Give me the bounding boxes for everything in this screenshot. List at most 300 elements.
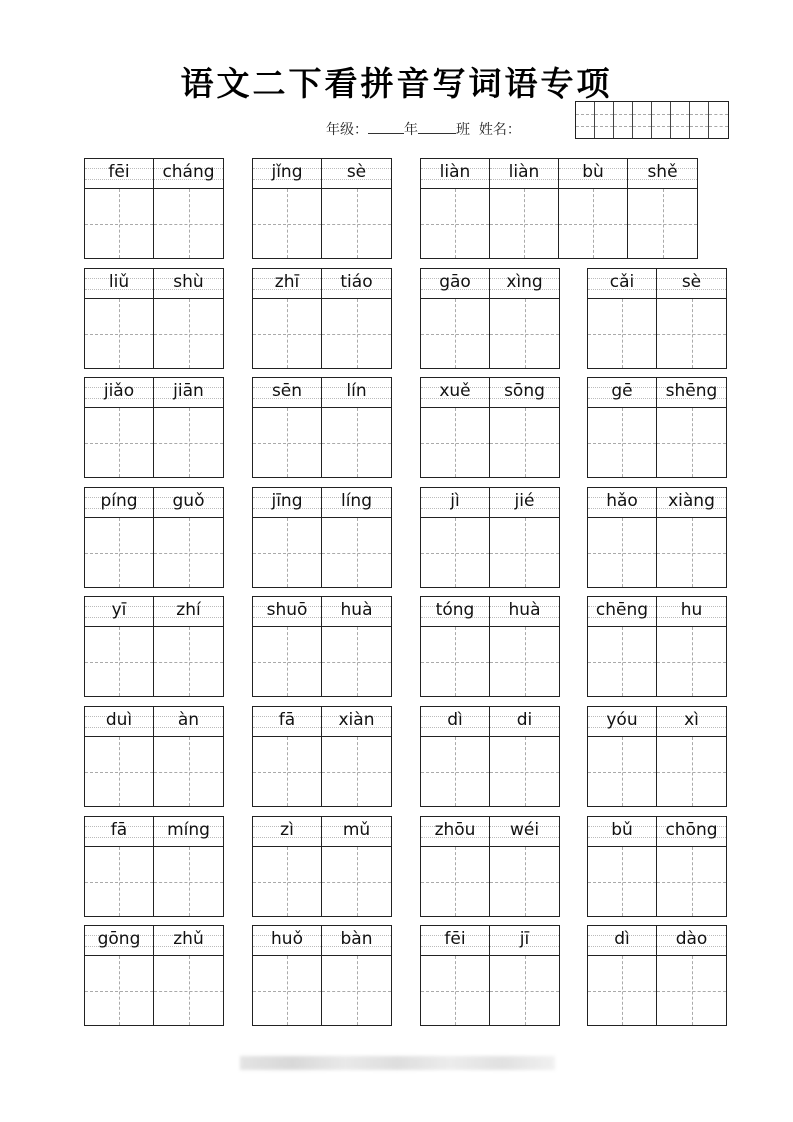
character-cell — [490, 378, 559, 477]
pinyin-label — [322, 488, 391, 518]
pinyin-label — [559, 159, 627, 189]
tianzige-writing-grid[interactable] — [154, 956, 223, 1025]
tianzige-writing-grid[interactable] — [657, 627, 726, 696]
pinyin-label — [588, 378, 656, 408]
pinyin-label — [657, 707, 726, 737]
word-box — [84, 925, 224, 1026]
word-box — [420, 377, 560, 478]
pinyin-label — [421, 269, 489, 299]
character-cell — [421, 926, 490, 1025]
pinyin-label — [490, 159, 558, 189]
pinyin-text: xuě — [439, 381, 471, 401]
word-box — [84, 268, 224, 369]
pinyin-label — [322, 597, 391, 627]
pinyin-text: jiān — [173, 381, 204, 401]
tianzige-writing-grid[interactable] — [253, 847, 321, 916]
character-cell — [628, 159, 697, 258]
word-box — [252, 158, 392, 259]
word-box — [252, 816, 392, 917]
pinyin-label — [154, 926, 223, 956]
character-cell — [85, 269, 154, 368]
pinyin-text: di — [516, 710, 533, 730]
pinyin-label — [490, 597, 559, 627]
character-cell — [588, 707, 657, 806]
pinyin-label — [154, 707, 223, 737]
pinyin-label — [657, 269, 726, 299]
character-cell — [490, 159, 559, 258]
tianzige-writing-grid[interactable] — [322, 847, 391, 916]
pinyin-text: jīng — [271, 491, 303, 511]
pinyin-label — [588, 817, 656, 847]
tianzige-writing-grid[interactable] — [85, 737, 153, 806]
pinyin-text: yī — [111, 600, 127, 620]
pinyin-label — [322, 926, 391, 956]
tianzige-writing-grid[interactable] — [154, 189, 223, 258]
tianzige-writing-grid[interactable] — [588, 299, 656, 368]
character-cell — [85, 707, 154, 806]
pinyin-label — [588, 597, 656, 627]
pinyin-text: sēn — [271, 381, 303, 401]
character-cell — [85, 488, 154, 587]
pinyin-text: liàn — [508, 162, 540, 182]
pinyin-text: bǔ — [611, 820, 633, 840]
tianzige-writing-grid[interactable] — [253, 737, 321, 806]
tianzige-writing-grid[interactable] — [588, 956, 656, 1025]
word-box — [587, 268, 727, 369]
pinyin-label — [154, 817, 223, 847]
character-cell — [154, 597, 223, 696]
pinyin-text: jié — [514, 491, 535, 511]
tianzige-writing-grid[interactable] — [421, 518, 489, 587]
pinyin-label — [588, 926, 656, 956]
pinyin-label — [85, 926, 153, 956]
pinyin-label — [322, 269, 391, 299]
pinyin-text: shě — [647, 162, 678, 182]
name-box[interactable] — [595, 102, 614, 138]
pinyin-label — [253, 926, 321, 956]
worksheet-title: 语文二下看拼音写词语专项 — [180, 64, 613, 103]
character-cell — [253, 378, 322, 477]
pinyin-label — [85, 269, 153, 299]
tianzige-writing-grid[interactable] — [490, 299, 559, 368]
tianzige-writing-grid[interactable] — [490, 847, 559, 916]
character-cell — [85, 159, 154, 258]
pinyin-label — [421, 817, 489, 847]
word-box — [252, 487, 392, 588]
character-cell — [657, 378, 726, 477]
pinyin-text: xì — [684, 710, 699, 730]
character-cell — [253, 269, 322, 368]
character-cell — [322, 707, 391, 806]
pinyin-label — [322, 707, 391, 737]
pinyin-label — [253, 817, 321, 847]
pinyin-text: jī — [519, 929, 530, 949]
pinyin-text: guǒ — [172, 491, 205, 511]
character-cell — [253, 159, 322, 258]
pinyin-label — [588, 707, 656, 737]
character-cell — [154, 378, 223, 477]
tianzige-writing-grid[interactable] — [421, 627, 489, 696]
pinyin-text: gōng — [97, 929, 141, 949]
tianzige-writing-grid[interactable] — [628, 189, 697, 258]
tianzige-writing-grid[interactable] — [253, 189, 321, 258]
pinyin-text: zhǔ — [173, 929, 204, 949]
tianzige-writing-grid[interactable] — [657, 737, 726, 806]
character-cell — [588, 488, 657, 587]
pinyin-text: gāo — [439, 272, 471, 292]
name-label: 姓名： — [478, 122, 521, 138]
word-box — [84, 158, 224, 259]
character-cell — [490, 817, 559, 916]
tianzige-writing-grid[interactable] — [85, 299, 153, 368]
pinyin-label — [154, 269, 223, 299]
tianzige-writing-grid[interactable] — [85, 847, 153, 916]
pinyin-label — [253, 269, 321, 299]
tianzige-writing-grid[interactable] — [421, 737, 489, 806]
character-cell — [322, 597, 391, 696]
pinyin-text: àn — [177, 710, 200, 730]
tianzige-writing-grid[interactable] — [85, 518, 153, 587]
tianzige-writing-grid[interactable] — [559, 189, 627, 258]
character-cell — [657, 269, 726, 368]
word-box — [420, 816, 560, 917]
pinyin-label — [490, 488, 559, 518]
word-box — [84, 816, 224, 917]
tianzige-writing-grid[interactable] — [322, 189, 391, 258]
pinyin-label — [490, 817, 559, 847]
pinyin-label — [588, 488, 656, 518]
tianzige-writing-grid[interactable] — [154, 408, 223, 477]
tianzige-writing-grid[interactable] — [154, 627, 223, 696]
tianzige-writing-grid[interactable] — [490, 627, 559, 696]
tianzige-writing-grid[interactable] — [490, 518, 559, 587]
grade-blank[interactable] — [368, 121, 404, 134]
pinyin-label — [154, 488, 223, 518]
pinyin-text: duì — [105, 710, 133, 730]
pinyin-label — [85, 378, 153, 408]
tianzige-writing-grid[interactable] — [588, 847, 656, 916]
pinyin-label — [490, 378, 559, 408]
pinyin-label — [421, 926, 489, 956]
word-box — [420, 706, 560, 807]
pinyin-text: wéi — [509, 820, 540, 840]
character-cell — [322, 159, 391, 258]
pinyin-text: shēng — [665, 381, 718, 401]
tianzige-writing-grid[interactable] — [421, 299, 489, 368]
character-cell — [490, 597, 559, 696]
pinyin-text: zhōu — [434, 820, 476, 840]
pinyin-text: chōng — [665, 820, 718, 840]
tianzige-writing-grid[interactable] — [588, 408, 656, 477]
pinyin-label — [253, 488, 321, 518]
word-box — [587, 377, 727, 478]
tianzige-writing-grid[interactable] — [322, 299, 391, 368]
pinyin-label — [322, 378, 391, 408]
pinyin-text: fēi — [108, 162, 130, 182]
pinyin-text: dì — [447, 710, 463, 730]
pinyin-label — [253, 378, 321, 408]
tianzige-writing-grid[interactable] — [490, 408, 559, 477]
tianzige-writing-grid[interactable] — [657, 847, 726, 916]
pinyin-label — [154, 378, 223, 408]
tianzige-writing-grid[interactable] — [421, 189, 489, 258]
pinyin-text: chēng — [595, 600, 649, 620]
tianzige-writing-grid[interactable] — [253, 627, 321, 696]
pinyin-label — [657, 597, 726, 627]
pinyin-text: hǎo — [606, 491, 638, 511]
pinyin-text: zì — [280, 820, 294, 840]
tianzige-writing-grid[interactable] — [253, 956, 321, 1025]
character-cell — [421, 597, 490, 696]
pinyin-label — [253, 707, 321, 737]
character-cell — [490, 269, 559, 368]
pinyin-text: tiáo — [340, 272, 373, 292]
character-cell — [490, 707, 559, 806]
word-box — [84, 596, 224, 697]
pinyin-label — [85, 707, 153, 737]
pinyin-label — [421, 378, 489, 408]
character-cell — [588, 597, 657, 696]
tianzige-writing-grid[interactable] — [657, 956, 726, 1025]
pinyin-label — [421, 159, 489, 189]
character-cell — [85, 597, 154, 696]
name-box[interactable] — [709, 102, 728, 138]
tianzige-writing-grid[interactable] — [253, 518, 321, 587]
pinyin-text: shù — [173, 272, 204, 292]
class-blank[interactable] — [418, 121, 456, 134]
pinyin-label — [588, 269, 656, 299]
character-cell — [322, 378, 391, 477]
pinyin-label — [657, 926, 726, 956]
word-box — [420, 487, 560, 588]
pinyin-label — [154, 159, 223, 189]
pinyin-text: píng — [100, 491, 138, 511]
pinyin-label — [85, 597, 153, 627]
pinyin-label — [490, 926, 559, 956]
pinyin-text: huà — [508, 600, 541, 620]
tianzige-writing-grid[interactable] — [421, 408, 489, 477]
pinyin-text: jǐng — [271, 162, 303, 182]
pinyin-text: fā — [110, 820, 128, 840]
character-cell — [154, 817, 223, 916]
pinyin-text: cǎi — [609, 272, 635, 292]
tianzige-writing-grid[interactable] — [322, 518, 391, 587]
character-cell — [657, 488, 726, 587]
tianzige-writing-grid[interactable] — [253, 408, 321, 477]
character-cell — [421, 159, 490, 258]
pinyin-text: míng — [167, 820, 210, 840]
character-cell — [85, 817, 154, 916]
pinyin-text: yóu — [606, 710, 638, 730]
tianzige-writing-grid[interactable] — [253, 299, 321, 368]
character-cell — [657, 707, 726, 806]
pinyin-label — [421, 488, 489, 518]
character-cell — [421, 817, 490, 916]
name-box[interactable] — [633, 102, 652, 138]
tianzige-writing-grid[interactable] — [322, 956, 391, 1025]
blurred-footer-watermark — [240, 1056, 555, 1070]
word-box — [420, 925, 560, 1026]
name-writing-boxes[interactable] — [575, 101, 729, 139]
tianzige-writing-grid[interactable] — [588, 627, 656, 696]
pinyin-label — [253, 597, 321, 627]
word-box — [252, 596, 392, 697]
pinyin-label — [85, 817, 153, 847]
pinyin-label — [322, 817, 391, 847]
character-cell — [253, 488, 322, 587]
tianzige-writing-grid[interactable] — [657, 299, 726, 368]
tianzige-writing-grid[interactable] — [85, 189, 153, 258]
student-info-line — [326, 119, 521, 139]
character-cell — [322, 269, 391, 368]
name-box[interactable] — [671, 102, 690, 138]
tianzige-writing-grid[interactable] — [154, 299, 223, 368]
character-cell — [322, 926, 391, 1025]
word-box — [84, 706, 224, 807]
character-cell — [154, 269, 223, 368]
word-box — [84, 487, 224, 588]
character-cell — [322, 488, 391, 587]
tianzige-writing-grid[interactable] — [490, 737, 559, 806]
character-cell — [253, 707, 322, 806]
pinyin-text: líng — [340, 491, 372, 511]
pinyin-label — [322, 159, 391, 189]
pinyin-text: dào — [675, 929, 708, 949]
word-box — [587, 487, 727, 588]
character-cell — [588, 817, 657, 916]
character-cell — [657, 817, 726, 916]
name-box[interactable] — [576, 102, 595, 138]
word-box — [252, 925, 392, 1026]
pinyin-text: lín — [346, 381, 367, 401]
pinyin-text: hu — [680, 600, 703, 620]
pinyin-text: shuō — [266, 600, 308, 620]
character-cell — [421, 269, 490, 368]
pinyin-text: tóng — [435, 600, 475, 620]
tianzige-writing-grid[interactable] — [588, 737, 656, 806]
grade-label: 年级： — [326, 122, 368, 138]
pinyin-text: xiàn — [338, 710, 375, 730]
tianzige-writing-grid[interactable] — [421, 847, 489, 916]
character-cell — [253, 597, 322, 696]
pinyin-label — [628, 159, 697, 189]
character-cell — [322, 817, 391, 916]
word-box — [252, 377, 392, 478]
pinyin-text: liàn — [439, 162, 471, 182]
tianzige-writing-grid[interactable] — [490, 956, 559, 1025]
character-cell — [253, 926, 322, 1025]
pinyin-text: dì — [614, 929, 630, 949]
character-cell — [421, 707, 490, 806]
character-cell — [421, 488, 490, 587]
pinyin-label — [421, 707, 489, 737]
pinyin-text: xiàng — [668, 491, 715, 511]
pinyin-text: jì — [450, 491, 460, 511]
pinyin-text: cháng — [162, 162, 215, 182]
word-box — [420, 268, 560, 369]
pinyin-text: huà — [340, 600, 373, 620]
pinyin-label — [657, 378, 726, 408]
character-cell — [154, 159, 223, 258]
tianzige-writing-grid[interactable] — [154, 518, 223, 587]
pinyin-text: sōng — [504, 381, 545, 401]
pinyin-text: gē — [611, 381, 633, 401]
pinyin-text: mǔ — [342, 820, 371, 840]
word-box — [587, 816, 727, 917]
pinyin-label — [253, 159, 321, 189]
pinyin-text: sè — [681, 272, 702, 292]
character-cell — [559, 159, 628, 258]
word-box — [420, 158, 698, 259]
character-cell — [490, 488, 559, 587]
character-cell — [588, 269, 657, 368]
tianzige-writing-grid[interactable] — [322, 627, 391, 696]
pinyin-text: zhī — [274, 272, 300, 292]
year-label: 年 — [404, 122, 418, 138]
character-cell — [588, 378, 657, 477]
pinyin-text: fēi — [444, 929, 466, 949]
word-box — [420, 596, 560, 697]
tianzige-writing-grid[interactable] — [322, 737, 391, 806]
pinyin-text: zhí — [176, 600, 201, 620]
tianzige-writing-grid[interactable] — [588, 518, 656, 587]
pinyin-text: bù — [582, 162, 604, 182]
word-box — [252, 706, 392, 807]
pinyin-text: sè — [346, 162, 367, 182]
pinyin-label — [490, 707, 559, 737]
pinyin-label — [657, 817, 726, 847]
character-cell — [588, 926, 657, 1025]
pinyin-label — [490, 269, 559, 299]
character-cell — [85, 926, 154, 1025]
word-box — [587, 925, 727, 1026]
pinyin-text: xìng — [506, 272, 543, 292]
tianzige-writing-grid[interactable] — [154, 847, 223, 916]
character-cell — [85, 378, 154, 477]
tianzige-writing-grid[interactable] — [85, 956, 153, 1025]
pinyin-text: fā — [278, 710, 296, 730]
character-cell — [253, 817, 322, 916]
character-cell — [421, 378, 490, 477]
pinyin-label — [85, 488, 153, 518]
tianzige-writing-grid[interactable] — [421, 956, 489, 1025]
tianzige-writing-grid[interactable] — [85, 408, 153, 477]
pinyin-text: liǔ — [108, 272, 130, 292]
tianzige-writing-grid[interactable] — [657, 408, 726, 477]
name-box[interactable] — [614, 102, 633, 138]
tianzige-writing-grid[interactable] — [322, 408, 391, 477]
character-cell — [657, 926, 726, 1025]
character-cell — [154, 707, 223, 806]
tianzige-writing-grid[interactable] — [657, 518, 726, 587]
tianzige-writing-grid[interactable] — [85, 627, 153, 696]
tianzige-writing-grid[interactable] — [154, 737, 223, 806]
character-cell — [657, 597, 726, 696]
character-cell — [154, 488, 223, 587]
pinyin-text: jiǎo — [103, 381, 135, 401]
pinyin-label — [154, 597, 223, 627]
tianzige-writing-grid[interactable] — [490, 189, 558, 258]
word-box — [84, 377, 224, 478]
pinyin-label — [657, 488, 726, 518]
name-box[interactable] — [652, 102, 671, 138]
character-cell — [154, 926, 223, 1025]
pinyin-label — [85, 159, 153, 189]
pinyin-label — [421, 597, 489, 627]
pinyin-text: bàn — [340, 929, 373, 949]
character-cell — [490, 926, 559, 1025]
name-box[interactable] — [690, 102, 709, 138]
